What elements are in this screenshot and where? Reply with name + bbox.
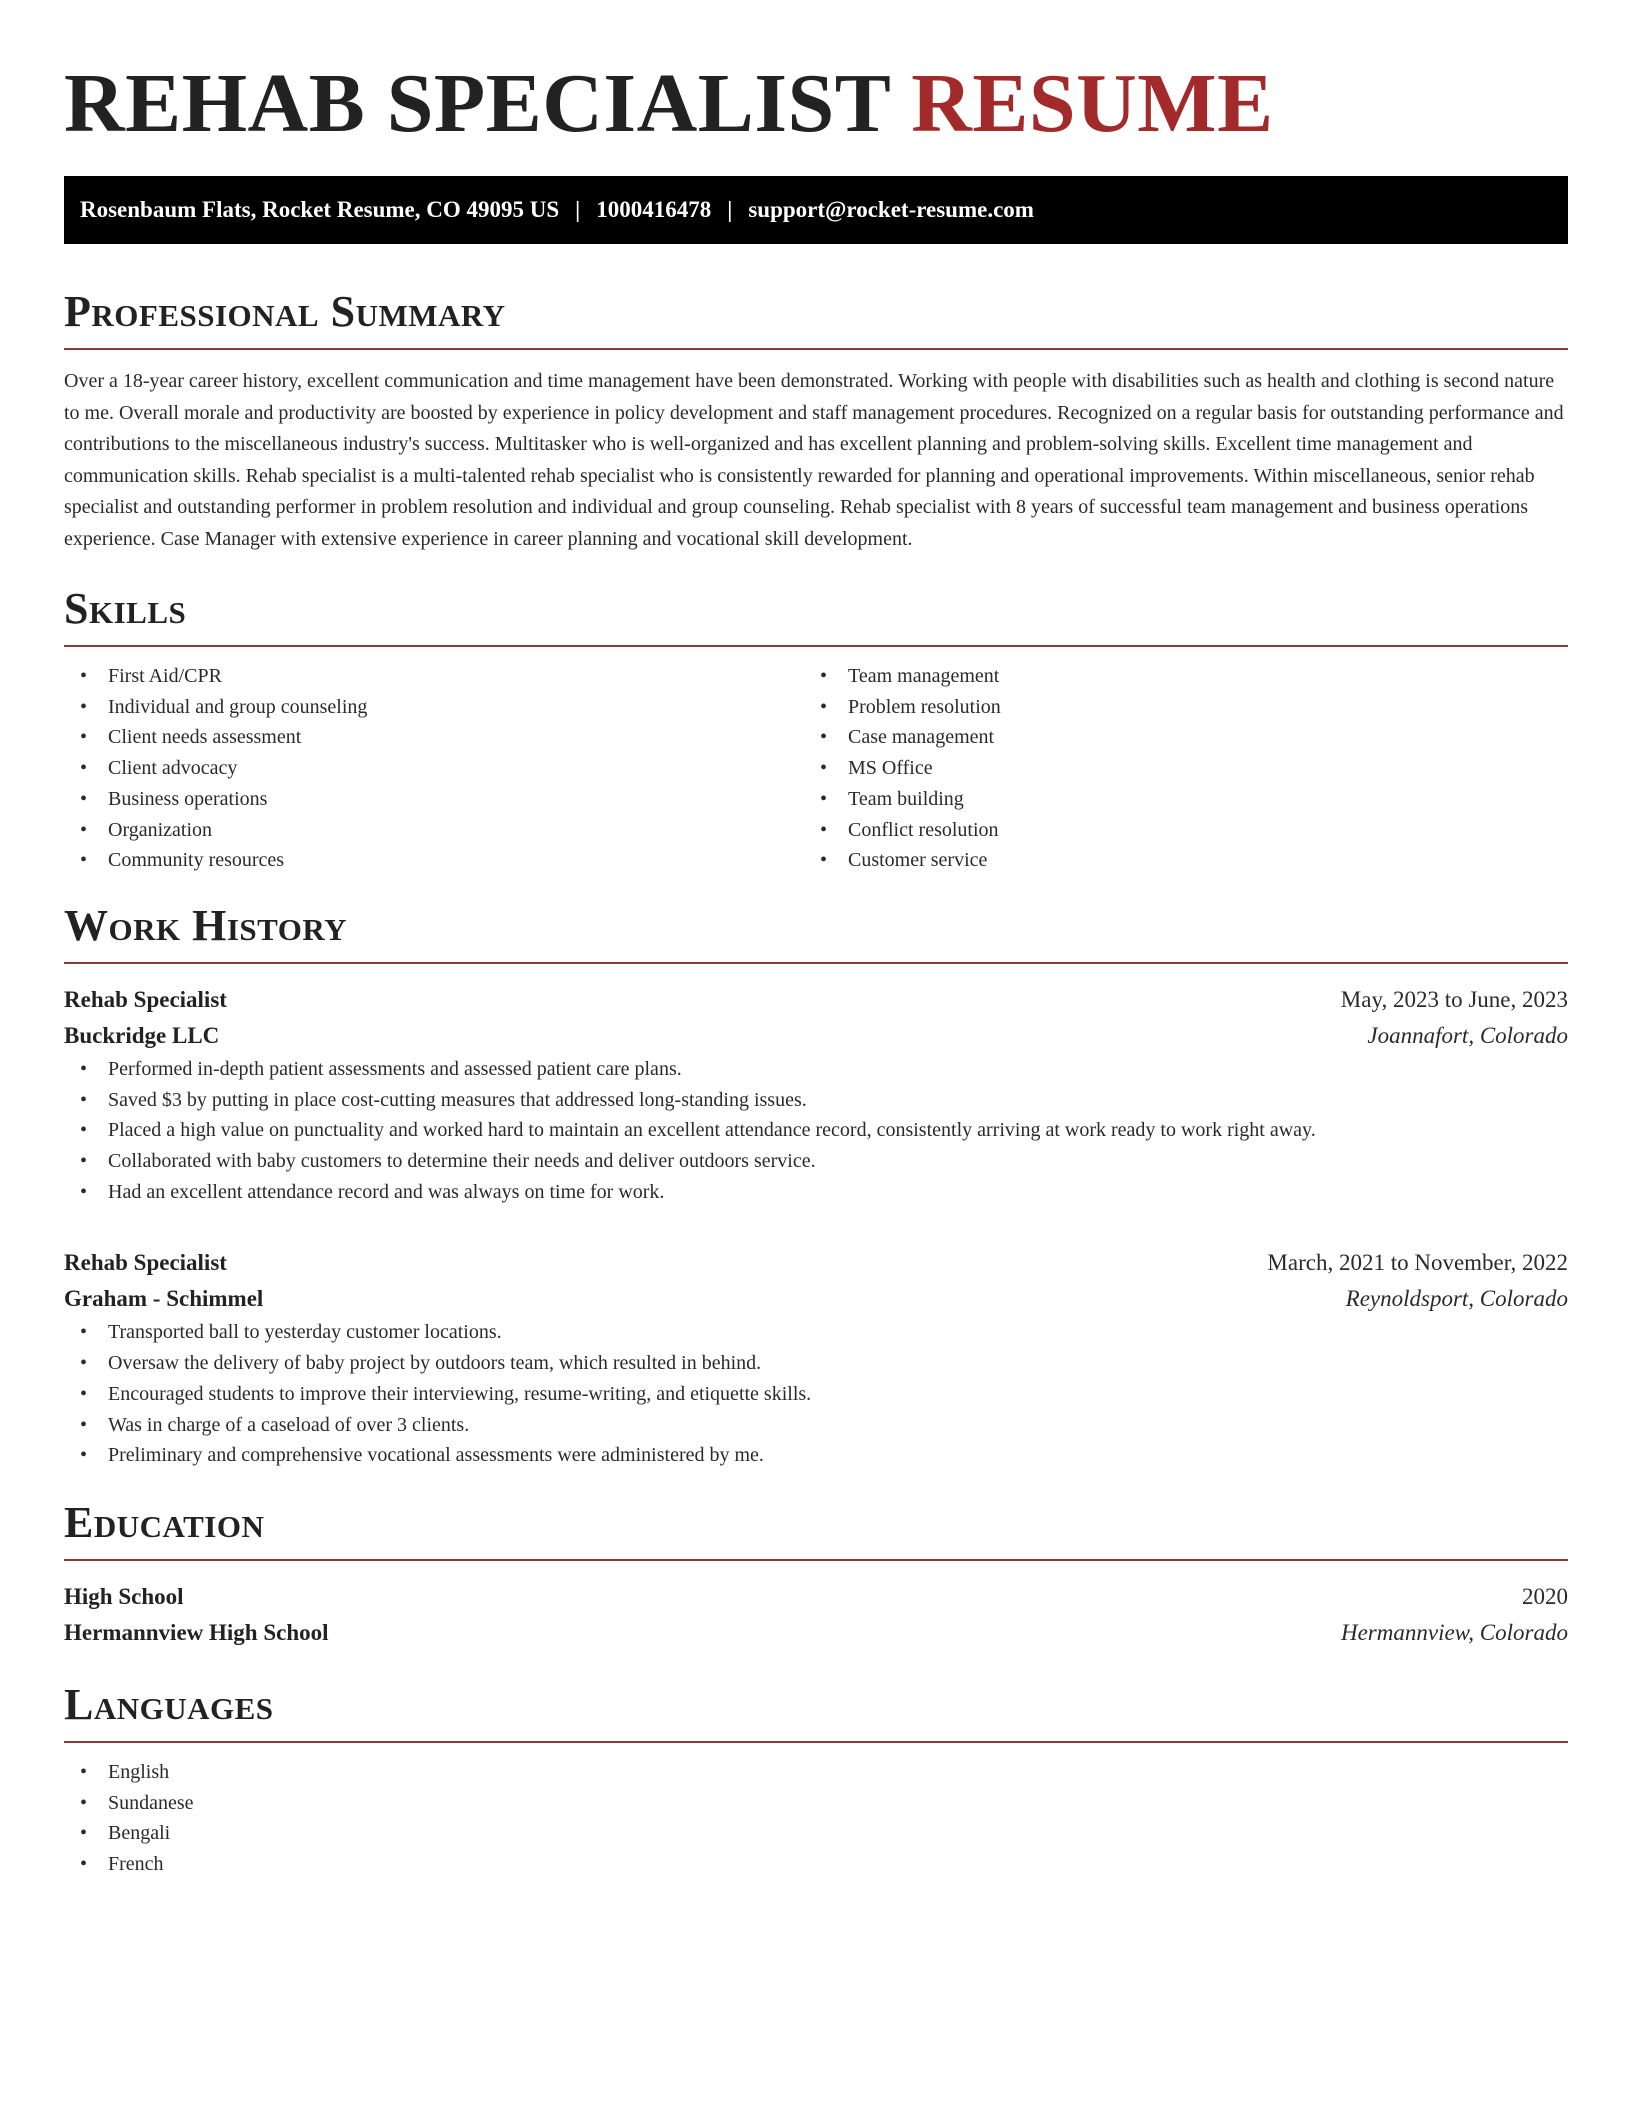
job-dates: May, 2023 to June, 2023 xyxy=(1340,986,1568,1012)
contact-separator: | xyxy=(575,197,581,222)
contact-separator: | xyxy=(727,197,733,222)
job-duties-list xyxy=(64,1054,1568,1208)
section-divider xyxy=(64,645,1568,647)
summary-section xyxy=(64,286,1568,555)
job-company-row xyxy=(64,1018,1568,1054)
resume-page xyxy=(64,0,1568,1880)
education-entry xyxy=(64,1579,1568,1651)
skills-section xyxy=(64,583,1568,876)
skills-list-right xyxy=(804,661,1544,876)
job-title: Rehab Specialist xyxy=(64,986,227,1012)
job-duty: • Preliminary and comprehensive vocational assessments were administered by me. xyxy=(64,1440,1568,1471)
job-duty: • Oversaw the delivery of baby project by outdoors team, which resulted in behind. xyxy=(64,1348,1568,1379)
job-duty: • Had an excellent attendance record and was always on time for work. xyxy=(64,1177,1568,1208)
job-title: Rehab Specialist xyxy=(64,1250,227,1276)
job-header-row xyxy=(64,1245,1568,1281)
job-duty: • Performed in-depth patient assessments and assessed patient care plans. xyxy=(64,1054,1568,1085)
skills-columns xyxy=(64,661,1568,876)
job-duty: • Placed a high value on punctuality and worked hard to maintain an excellent attendance record, consistently arriving at work ready to work right away. xyxy=(64,1115,1568,1146)
language-item: • Bengali xyxy=(64,1818,1568,1849)
education-school-row xyxy=(64,1615,1568,1651)
section-heading-summary: Professional Summary xyxy=(64,287,506,336)
section-heading-education: Education xyxy=(64,1497,265,1547)
section-heading-languages: Languages xyxy=(64,1679,274,1729)
languages-list xyxy=(64,1757,1568,1880)
education-year: 2020 xyxy=(1522,1583,1568,1609)
section-divider xyxy=(64,1741,1568,1743)
skill-item: • Client advocacy xyxy=(64,753,804,784)
section-heading-skills: Skills xyxy=(64,584,187,633)
language-item: • English xyxy=(64,1757,1568,1788)
languages-section xyxy=(64,1679,1568,1880)
section-divider xyxy=(64,1559,1568,1561)
job-location: Joannafort, Colorado xyxy=(1367,1022,1568,1048)
education-location: Hermannview, Colorado xyxy=(1340,1619,1568,1645)
job-duty: • Collaborated with baby customers to determine their needs and deliver outdoors service. xyxy=(64,1146,1568,1177)
skill-item: • Business operations xyxy=(64,784,804,815)
skill-item: • Individual and group counseling xyxy=(64,692,804,723)
skill-item: • First Aid/CPR xyxy=(64,661,804,692)
section-divider xyxy=(64,348,1568,350)
job-location: Reynoldsport, Colorado xyxy=(1345,1286,1568,1312)
job-duty: • Was in charge of a caseload of over 3 clients. xyxy=(64,1410,1568,1441)
summary-text: Over a 18-year career history, excellent communication and time management have been demonstrated. Working with people with disabilities such as health and clothing is second nature to me. Overall morale and productivity are boosted by experience in policy development and staff management procedures. Recognized on a regular basis for outstanding performance and contributions to the miscellaneous industry's success. Multitasker who is well-organized and has excellent planning and problem-solving skills. Excellent time management and communication skills. Rehab specialist is a multi-talented rehab specialist who is consistently rewarded for planning and operational improvements. Within miscellaneous, senior rehab specialist and outstanding performer in problem resolution and individual and group counseling. Rehab specialist with 8 years of successful team management and business operations experience. Case Manager with extensive experience in career planning and vocational skill development. xyxy=(64,370,1564,550)
education-degree: High School xyxy=(64,1583,184,1609)
contact-phone: 1000416478 xyxy=(596,197,712,222)
education-header-row xyxy=(64,1579,1568,1615)
job-dates: March, 2021 to November, 2022 xyxy=(1267,1250,1568,1276)
title-main: REHAB SPECIALIST xyxy=(64,57,890,150)
job-company-row xyxy=(64,1281,1568,1317)
skill-item: • MS Office xyxy=(804,753,1544,784)
job-duty: • Encouraged students to improve their interviewing, resume-writing, and etiquette skills. xyxy=(64,1379,1568,1410)
skill-item: • Team management xyxy=(804,661,1544,692)
skill-item: • Problem resolution xyxy=(804,692,1544,723)
skill-item: • Customer service xyxy=(804,845,1544,876)
skill-item: • Organization xyxy=(64,815,804,846)
section-divider xyxy=(64,962,1568,964)
job-entry xyxy=(64,982,1568,1208)
job-company: Buckridge LLC xyxy=(64,1022,220,1048)
education-section xyxy=(64,1497,1568,1651)
job-company: Graham - Schimmel xyxy=(64,1286,264,1312)
job-entry xyxy=(64,1245,1568,1471)
job-duty: • Transported ball to yesterday customer locations. xyxy=(64,1317,1568,1348)
skill-item: • Case management xyxy=(804,722,1544,753)
job-duties-list xyxy=(64,1317,1568,1471)
skill-item: • Community resources xyxy=(64,845,804,876)
skill-item: • Team building xyxy=(804,784,1544,815)
language-item: • Sundanese xyxy=(64,1788,1568,1819)
title-accent: RESUME xyxy=(911,57,1274,150)
contact-email: support@rocket-resume.com xyxy=(748,197,1034,222)
education-school: Hermannview High School xyxy=(64,1619,329,1645)
job-duty: • Saved $3 by putting in place cost-cutting measures that addressed long-standing issues. xyxy=(64,1085,1568,1116)
language-item: • French xyxy=(64,1849,1568,1880)
skill-item: • Conflict resolution xyxy=(804,815,1544,846)
resume-title xyxy=(64,56,1568,152)
section-heading-work: Work History xyxy=(64,900,348,950)
skill-item: • Client needs assessment xyxy=(64,722,804,753)
contact-address: Rosenbaum Flats, Rocket Resume, CO 49095 US xyxy=(80,197,560,222)
work-section xyxy=(64,900,1568,1471)
contact-bar xyxy=(64,176,1568,244)
skills-list-left xyxy=(64,661,804,876)
job-header-row xyxy=(64,982,1568,1018)
